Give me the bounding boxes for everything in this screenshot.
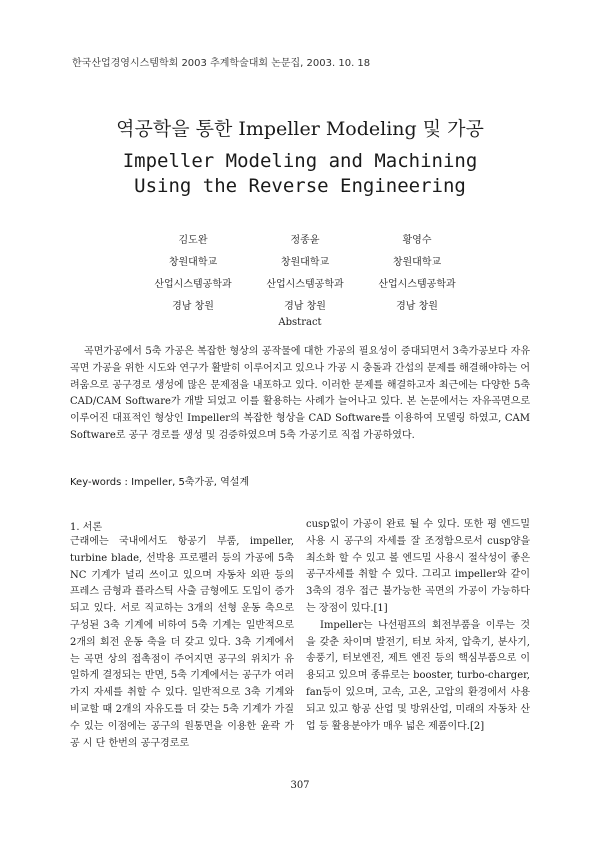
author-department: 산업시스템공학과 <box>378 279 456 290</box>
author-location: 경남 창원 <box>284 301 326 312</box>
journal-header: 한국산업경영시스템학회 2003 추계학술대회 논문집, 2003. 10. 18 <box>72 58 371 69</box>
paper-title-english-line1: Impeller Modeling and Machining <box>122 150 478 172</box>
author-name: 황영수 <box>402 235 432 246</box>
section-heading-introduction: 1. 서론 <box>70 522 103 533</box>
abstract-body: 곡면가공에서 5축 가공은 복잡한 형상의 공작물에 대한 가공의 필요성이 증대되면서 3축가공보다 자유곡면 가공을 위한 시도와 연구가 활발히 이루어지고 있으나 가공 시 충돌과 간섭의 문제를 해결해야하는 어려움으로 공구경로 생성에 많은 문제점을 내포하고 있다. 이러한 문제를 해결하고자 최근에는 다양한 5축 CAD/CAM Software가 개발 되었고 이를 활용하는 사례가 늘어나고 있다. 본 논문에서는 자유곡면으로 이루어진 대표적인 형상인 Impeller의 복잡한 형상을 CAD Software를 이용하여 모델링 하였고, CAM Software로 공구 경로를 생성 및 검증하였으며 5축 가공기로 직접 가공하였다. <box>70 346 530 441</box>
page-number: 307 <box>290 780 310 791</box>
author-department: 산업시스템공학과 <box>154 279 232 290</box>
author-affiliation: 창원대학교 <box>168 257 218 268</box>
author-name: 김도완 <box>178 235 208 246</box>
author-block-3 <box>342 230 492 318</box>
author-affiliation: 창원대학교 <box>280 257 330 268</box>
intro-paragraph-3: Impeller는 나선펌프의 회전부품을 이루는 것을 갖춘 차이며 발전기, 터보 차저, 압축기, 분사기, 송풍기, 터보엔진, 제트 엔진 등의 핵심부품으로 이용되고 있으며 종류로는 booster, turbo-charger, fan등이 있으며, 고속, 고온, 고압의 환경에서 사용되고 있고 항공 산업 및 방위산업, 미래의 자동차 산업 등 활용분야가 매우 넓은 제품이다.[2] <box>306 619 530 732</box>
keywords-line: Key-words : Impeller, 5축가공, 역설계 <box>70 477 250 488</box>
paper-title-english-line2: Using the Reverse Engineering <box>134 175 466 197</box>
author-location: 경남 창원 <box>396 301 438 312</box>
intro-paragraph-1: 근래에는 국내에서도 항공기 부품, impeller, turbine blade, 선박용 프로펠러 등의 가공에 5축 NC 기계가 널리 쓰이고 있으며 자동차 외판 등의 프레스 금형과 플라스틱 사출 금형에도 도입이 증가되고 있다. 서로 직교하는 3개의 선형 운동 축으로 구성된 3축 기계에 비하여 5축 기계는 일반적으로 2개의 회전 운동 축을 더 갖고 있다. 3축 기계에서는 곡면 상의 접촉점이 주어지면 공구의 위치가 유일하게 결정되는 반면, 5축 기계에서는 공구가 여러 가지 자세를 취할 수 있다. 일반적으로 3축 기계와 비교할 때 2개의 자유도를 더 갖는 5축 기계가 가질 수 있는 이점에는 공구의 원통면을 이용한 윤곽 가공 시 단 한번의 공구경로로 <box>70 536 294 749</box>
intro-paragraph-2: cusp없이 가공이 완료 될 수 있다. 또한 평 엔드밀 사용 시 공구의 자세를 잘 조정함으로서 cusp양을 최소화 할 수 있고 볼 엔드밀 사용시 절삭성이 좋은 공구자세를 취할 수 있다. 그리고 impeller와 같이 3축의 경우 접근 불가능한 곡면의 가공이 가능하다는 장점이 있다.[1] <box>306 519 530 614</box>
right-column <box>306 517 530 735</box>
author-location: 경남 창원 <box>172 301 214 312</box>
paper-title-korean: 역공학을 통한 Impeller Modeling 및 가공 <box>116 118 484 140</box>
author-department: 산업시스템공학과 <box>266 279 344 290</box>
left-column <box>70 534 294 752</box>
abstract-heading: Abstract <box>278 317 322 328</box>
author-name: 정종윤 <box>290 235 320 246</box>
author-affiliation: 창원대학교 <box>392 257 442 268</box>
